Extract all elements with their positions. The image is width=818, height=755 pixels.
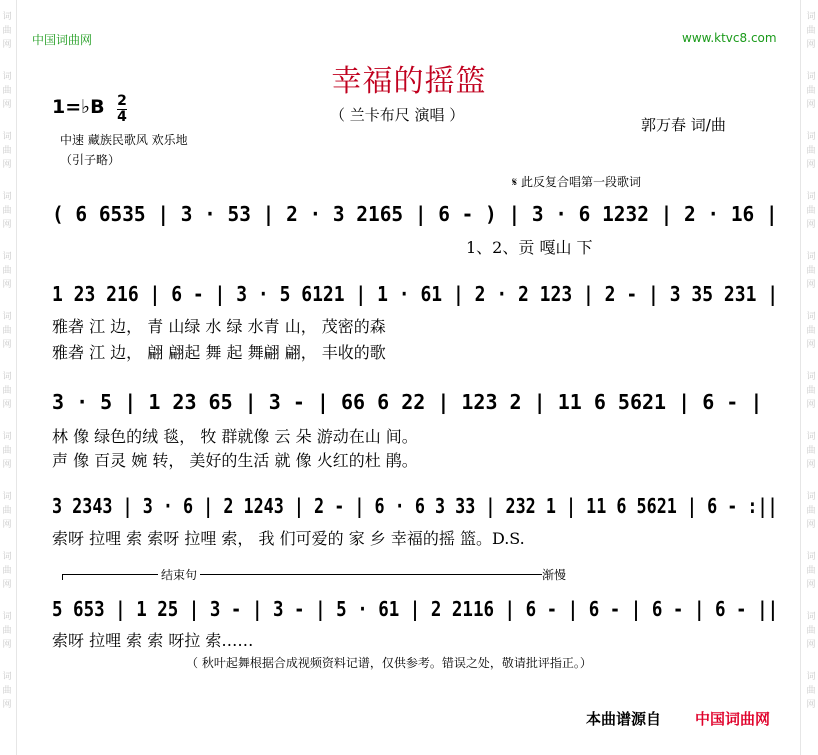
intro-note: （引子略） xyxy=(60,153,121,167)
watermark-text: 词曲网 xyxy=(806,432,816,470)
time-signature xyxy=(117,94,127,125)
notation-line-3: 3 · 5 | 1 23 65 | 3 - | 66 6 22 | 123 2 | 11 6 5621 | 6 - | xyxy=(52,390,763,414)
coda-bracket-line xyxy=(62,574,542,575)
watermark-text: 词曲网 xyxy=(2,492,12,530)
watermark-text: 词曲网 xyxy=(806,372,816,410)
key-signature: 1=♭B xyxy=(52,96,105,118)
watermark-text: 词曲网 xyxy=(2,372,12,410)
watermark-text: 词曲网 xyxy=(2,132,12,170)
watermark-text: 词曲网 xyxy=(806,612,816,650)
segno-note: 𝄋 此反复合唱第一段歌词 xyxy=(512,175,641,189)
source-label: 本曲谱源自 xyxy=(586,710,662,728)
notation-line-2: 1 23 216 | 6 - | 3 · 5 6121 | 1 · 61 | 2 · 2 123 | 2 - | 3 35 231 | xyxy=(52,282,779,306)
lyrics-line-5: 索呀 拉哩 索 索 呀拉 索…… xyxy=(52,631,254,650)
watermark-text: 词曲网 xyxy=(2,192,12,230)
watermark-text: 词曲网 xyxy=(806,312,816,350)
lyrics-line-3a: 林 像 绿色的绒 毯， 牧 群就像 云 朵 游动在山 间。 xyxy=(52,427,418,446)
watermark-text: 词曲网 xyxy=(2,672,12,710)
performer-line: （ 兰卡布尺 演唱 ） xyxy=(330,106,465,124)
watermark-text: 词曲网 xyxy=(806,492,816,530)
lyrics-line-4: 索呀 拉哩 索 索呀 拉哩 索， 我 们可爱的 家 乡 幸福的摇 篮。D.S. xyxy=(52,529,525,548)
page-right-edge xyxy=(800,0,801,755)
watermark-text: 词曲网 xyxy=(806,252,816,290)
notation-line-1: ( 6 6535 | 3 · 53 | 2 · 3 2165 | 6 - ) | 3 · 6 1232 | 2 · 16 | xyxy=(52,202,778,226)
watermark-text: 词曲网 xyxy=(2,12,12,50)
watermark-text: 词曲网 xyxy=(2,72,12,110)
watermark-text: 词曲网 xyxy=(2,612,12,650)
watermark-text: 词曲网 xyxy=(2,312,12,350)
lyrics-line-2b: 雅砻 江 边， 翩 翩起 舞 起 舞翩 翩， 丰收的歌 xyxy=(52,343,386,362)
source-brand: 中国词曲网 xyxy=(695,710,771,728)
transcription-note: （ 秋叶起舞根据合成视频资料记谱，仅供参考。错误之处，敬请批评指正。） xyxy=(186,656,592,670)
song-title: 幸福的摇篮 xyxy=(331,64,487,99)
watermark-text: 词曲网 xyxy=(2,552,12,590)
watermark-text: 词曲网 xyxy=(2,252,12,290)
lyrics-line-2a: 雅砻 江 边， 青 山绿 水 绿 水青 山， 茂密的森 xyxy=(52,317,386,336)
notation-line-5: 5 653 | 1 25 | 3 - | 3 - | 5 · 61 | 2 2116 | 6 - | 6 - | 6 - | 6 - || xyxy=(52,597,779,621)
watermark-text: 词曲网 xyxy=(806,552,816,590)
meter-top: 2 xyxy=(117,93,127,109)
notation-line-4: 3 2343 | 3 · 6 | 2 1243 | 2 - | 6 · 6 3 33 | 232 1 | 11 6 5621 | 6 - :|| xyxy=(52,494,778,518)
coda-label: 结束句 xyxy=(158,566,200,583)
site-name-left: 中国词曲网 xyxy=(32,33,93,47)
watermark-text: 词曲网 xyxy=(806,72,816,110)
lyrics-line-1: 1、2、贡 嘎山 下 xyxy=(466,238,593,257)
lyrics-line-3b: 声 像 百灵 婉 转， 美好的生活 就 像 火红的杜 鹃。 xyxy=(52,451,418,470)
meter-bottom: 4 xyxy=(117,109,127,125)
watermark-text: 词曲网 xyxy=(806,672,816,710)
watermark-text: 词曲网 xyxy=(806,12,816,50)
credits: 郭万春 词/曲 xyxy=(641,116,726,134)
tempo-style: 中速 藏族民歌风 欢乐地 xyxy=(60,133,188,147)
watermark-text: 词曲网 xyxy=(806,192,816,230)
page-left-edge xyxy=(16,0,17,755)
rit-label: 渐慢 xyxy=(542,568,567,582)
site-url-right: www.ktvc8.com xyxy=(682,31,777,45)
watermark-text: 词曲网 xyxy=(2,432,12,470)
watermark-text: 词曲网 xyxy=(806,132,816,170)
coda-bracket-tick xyxy=(62,574,63,580)
